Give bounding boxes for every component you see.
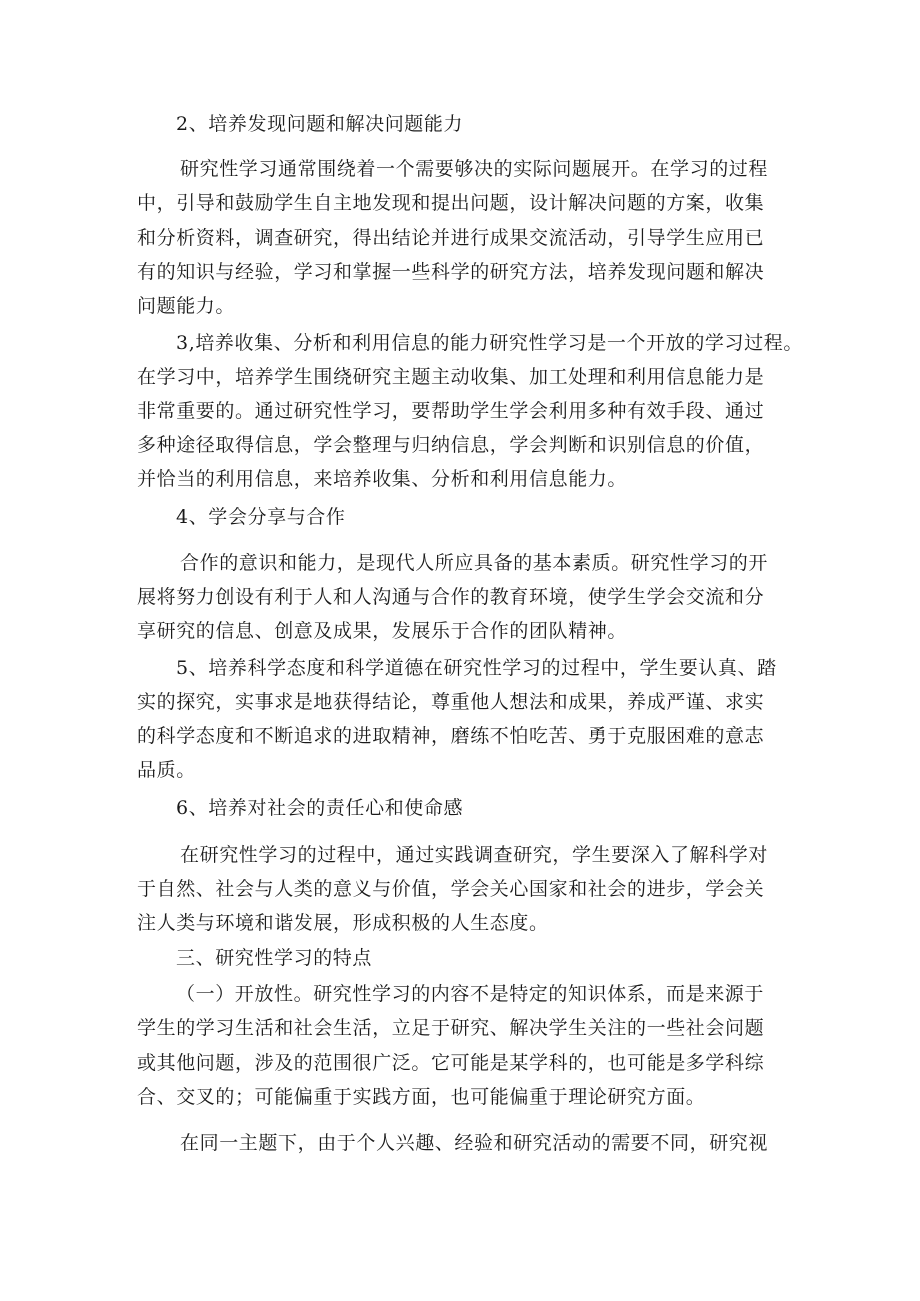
paragraph-line: 在研究性学习的过程中，通过实践调查研究，学生要深入了解科学对 [180,844,769,866]
paragraph-line: 有的知识与经验，学习和掌握一些科学的研究方法，培养发现问题和解决 [137,261,765,283]
paragraph-line: 于自然、社会与人类的意义与价值，学会关心国家和社会的进步，学会关 [137,878,765,900]
heading-6: 6、培养对社会的责任心和使命感 [176,797,464,819]
paragraph-line: （一）开放性。研究性学习的内容不是特定的知识体系，而是来源于 [176,983,765,1005]
heading-2: 2、培养发现问题和解决问题能力 [176,113,464,135]
paragraph-line: 非常重要的。通过研究性学习，要帮助学生学会利用多种有效手段、通过 [137,400,765,422]
paragraph-line: 享研究的信息、创意及成果，发展乐于合作的团队精神。 [137,620,628,642]
section-title: 三、研究性学习的特点 [176,947,373,969]
paragraph-line: 合作的意识和能力，是现代人所应具备的基本素质。研究性学习的开 [180,552,769,574]
paragraph-line: 问题能力。 [137,295,236,317]
paragraph-line: 的科学态度和不断追求的进取精神，磨练不怕吃苦、勇于克服困难的意志 [137,725,765,747]
paragraph-line: 中，引导和鼓励学生自主地发现和提出问题，设计解决问题的方案，收集 [137,192,765,214]
paragraph-line: 学生的学习生活和社会生活，立足于研究、解决学生关注的一些社会问题 [137,1017,765,1039]
paragraph-line: 实的探究，实事求是地获得结论，尊重他人想法和成果，养成严谨、求实 [137,691,765,713]
paragraph-line: 品质。 [137,759,196,781]
paragraph-line: 合、交叉的；可能偏重于实践方面，也可能偏重于理论研究方面。 [137,1086,706,1108]
paragraph-line: 研究性学习通常围绕着一个需要够决的实际问题展开。在学习的过程 [180,158,769,180]
paragraph-line: 并恰当的利用信息，来培养收集、分析和利用信息能力。 [137,468,628,490]
paragraph-line: 和分析资料，调查研究，得出结论并进行成果交流活动，引导学生应用已 [137,227,765,249]
paragraph-line: 在学习中，培养学生围绕研究主题主动收集、加工处理和利用信息能力是 [137,366,765,388]
paragraph-line: 3,培养收集、分析和利用信息的能力研究性学习是一个开放的学习过程。 [176,332,803,354]
paragraph-line: 注人类与环境和谐发展，形成积极的人生态度。 [137,912,549,934]
paragraph-line: 展将努力创设有利于人和人沟通与合作的教育环境，使学生学会交流和分 [137,586,765,608]
paragraph-line: 多种途径取得信息，学会整理与归纳信息，学会判断和识别信息的价值， [137,434,765,456]
paragraph-line: 或其他问题，涉及的范围很广泛。它可能是某学科的，也可能是多学科综 [137,1052,765,1074]
paragraph-line: 在同一主题下，由于个人兴趣、经验和研究活动的需要不同，研究视 [180,1132,769,1154]
heading-4: 4、学会分享与合作 [176,506,346,528]
paragraph-line: 5、培养科学态度和科学道德在研究性学习的过程中，学生要认真、踏 [176,657,777,679]
